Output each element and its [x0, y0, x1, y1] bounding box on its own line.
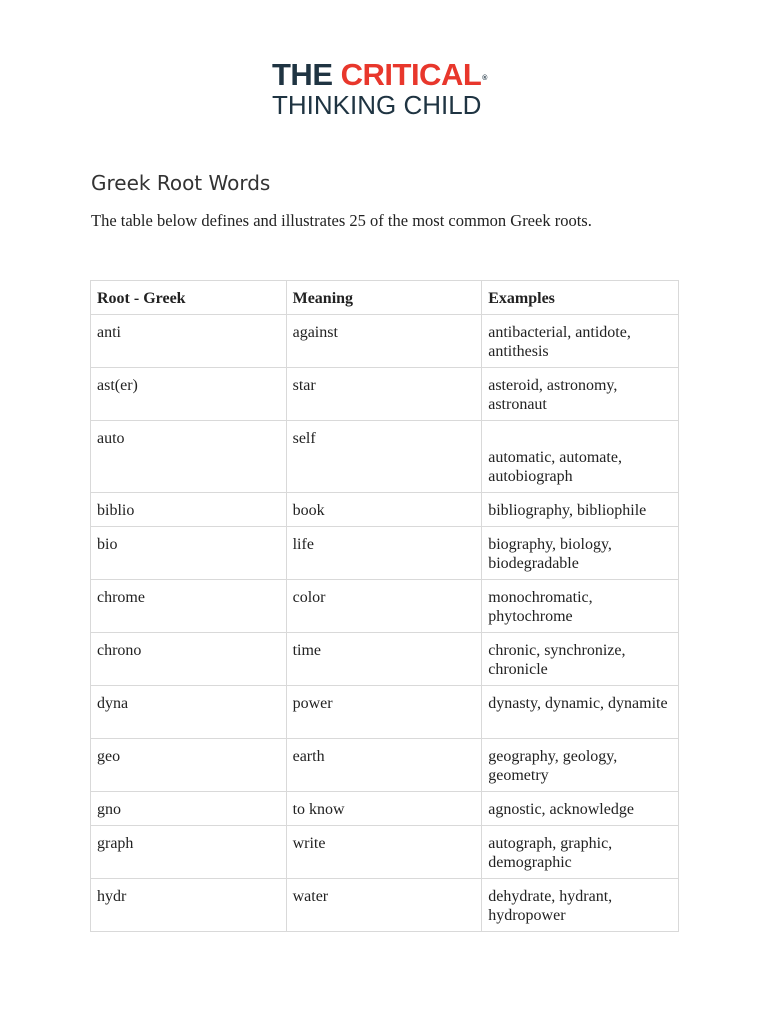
- cell-root: anti: [91, 315, 287, 368]
- table-row: [91, 633, 679, 686]
- table-row: [91, 739, 679, 792]
- cell-root: graph: [91, 826, 287, 879]
- cell-meaning: against: [286, 315, 482, 368]
- table-row: [91, 686, 679, 739]
- cell-examples: biography, biology, biodegradable: [482, 527, 679, 580]
- table-row: [91, 792, 679, 826]
- brand-logo: [272, 58, 502, 122]
- cell-meaning: self: [286, 421, 482, 493]
- cell-examples-text: automatic, automate, autobiograph: [488, 449, 622, 485]
- cell-examples: antibacterial, antidote, antithesis: [482, 315, 679, 368]
- header-root: Root - Greek: [91, 281, 287, 315]
- cell-examples: [482, 421, 679, 493]
- header-examples: Examples: [482, 281, 679, 315]
- cell-root: ast(er): [91, 368, 287, 421]
- cell-examples: geography, geology, geometry: [482, 739, 679, 792]
- greek-roots-table: [90, 280, 679, 932]
- cell-root: hydr: [91, 879, 287, 932]
- cell-root: chrono: [91, 633, 287, 686]
- cell-examples: dynasty, dynamic, dynamite: [482, 686, 679, 739]
- cell-examples: monochromatic, phytochrome: [482, 580, 679, 633]
- cell-meaning: time: [286, 633, 482, 686]
- cell-root: auto: [91, 421, 287, 493]
- table-row: [91, 527, 679, 580]
- cell-top-spacer: [488, 429, 672, 448]
- cell-meaning: power: [286, 686, 482, 739]
- cell-meaning: book: [286, 493, 482, 527]
- cell-examples: agnostic, acknowledge: [482, 792, 679, 826]
- logo-line-2: THINKING CHILD: [272, 90, 482, 120]
- cell-meaning: water: [286, 879, 482, 932]
- cell-examples: bibliography, bibliophile: [482, 493, 679, 527]
- table-header-row: [91, 281, 679, 315]
- table-row: [91, 580, 679, 633]
- logo-word-critical: CRITICAL: [340, 57, 482, 92]
- cell-root: biblio: [91, 493, 287, 527]
- intro-paragraph: The table below defines and illustrates 25 of the most common Greek roots.: [91, 211, 592, 230]
- table-row: [91, 493, 679, 527]
- cell-examples: dehydrate, hydrant, hydropower: [482, 879, 679, 932]
- cell-root: dyna: [91, 686, 287, 739]
- cell-meaning: write: [286, 826, 482, 879]
- logo-word-the: THE: [272, 57, 333, 92]
- cell-meaning: earth: [286, 739, 482, 792]
- cell-examples: asteroid, astronomy, astronaut: [482, 368, 679, 421]
- cell-examples: chronic, synchronize, chronicle: [482, 633, 679, 686]
- cell-root: bio: [91, 527, 287, 580]
- cell-meaning: life: [286, 527, 482, 580]
- cell-meaning: star: [286, 368, 482, 421]
- page-title: Greek Root Words: [91, 171, 271, 195]
- cell-examples: autograph, graphic, demographic: [482, 826, 679, 879]
- cell-meaning: to know: [286, 792, 482, 826]
- cell-root: geo: [91, 739, 287, 792]
- header-meaning: Meaning: [286, 281, 482, 315]
- logo-line-1: [272, 58, 487, 92]
- table-row: [91, 826, 679, 879]
- cell-meaning: color: [286, 580, 482, 633]
- cell-root: gno: [91, 792, 287, 826]
- cell-root: chrome: [91, 580, 287, 633]
- table-row: [91, 879, 679, 932]
- registered-mark: ®: [482, 75, 487, 82]
- table-row: [91, 368, 679, 421]
- table-row: [91, 315, 679, 368]
- table-row: [91, 421, 679, 493]
